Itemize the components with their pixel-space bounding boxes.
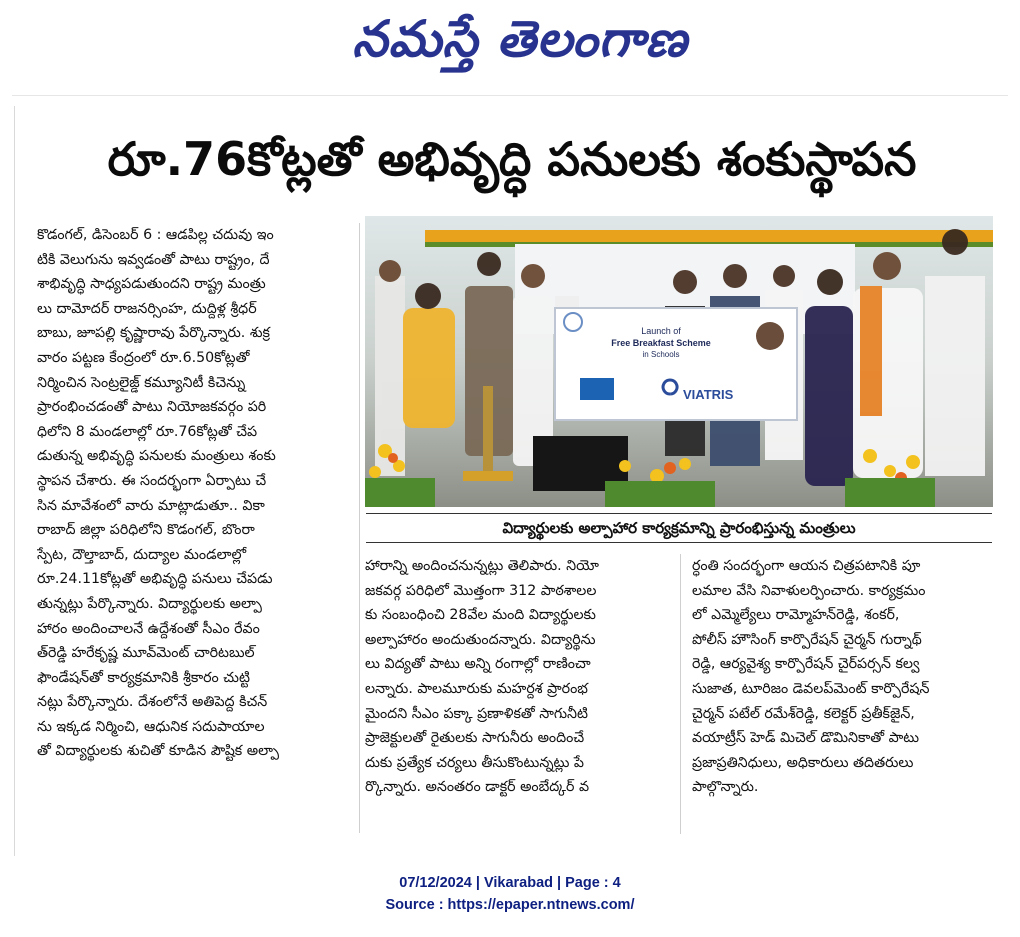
- article-text-line: తున్నట్లు పేర్కొన్నారు. విద్యార్థులకు అల్పా: [37, 595, 262, 612]
- article-column-3: [692, 554, 992, 800]
- article-text-line: దుకు ప్రత్యేక చర్యలు తీసుకొంటున్నట్లు పే: [365, 754, 584, 771]
- article-text-line: కొడంగల్, డిసెంబర్ 6 : ఆడపిల్ల చదువు ఇం: [37, 227, 274, 243]
- article-text-line: అల్పాహారం అందుతుందన్నారు. విద్యార్థిను: [365, 631, 596, 648]
- article-text-line: రూ.24.11కోట్లతో అభివృద్ధి పనులు చేపడు: [37, 571, 273, 588]
- photo-caption: విద్యార్థులకు అల్పాహార కార్యక్రమాన్ని ప్రారంభిస్తున్న మంత్రులు: [366, 513, 992, 543]
- article-text-line: ప్రాజెక్టులతో రైతులకు సాగునీరు అందించే: [365, 730, 585, 747]
- article-text-line: లు దామోదర్ రాజనర్సింహ, దుద్దిళ్ల శ్రీధర్: [37, 300, 257, 317]
- clipping-left-border: [14, 106, 15, 856]
- banner-text-1: Launch of: [641, 326, 681, 336]
- masthead-logo: నమస్తే తెలంగాణ: [352, 9, 688, 68]
- article-headline: రూ.76కోట్లతో అభివృద్ధి పనులకు శంకుస్థాపన: [107, 132, 917, 186]
- article-text-line: ర్ధంతి సందర్భంగా ఆయన చిత్రపటానికి పూ: [692, 558, 921, 574]
- article-text-line: రాబాద్ జిల్లా పరిధిలోని కొడంగల్, బొంరా: [37, 522, 255, 539]
- article-text-line: హారాన్ని అందించనున్నట్లు తెలిపారు. నియో: [365, 558, 599, 574]
- article-text-line: ర్కొన్నారు. అనంతరం డాక్టర్ అంబేద్కర్ వ: [365, 779, 590, 796]
- article-text-line: హారం అందించాలనే ఉద్దేశంతో సీఎం రేవం: [37, 620, 260, 637]
- article-text-line: వయాట్రీస్ హెడ్ మిచెల్ డొమినికాతో పాటు: [692, 730, 920, 747]
- masthead: [0, 0, 1020, 82]
- article-text-line: డుతున్న అభివృద్ధి పనులకు మంత్రులు శంకు: [37, 448, 276, 465]
- article-text-line: ప్రారంభించడంతో పాటు నియోజకవర్గం పరి: [37, 399, 267, 416]
- article-column-2: [365, 554, 666, 800]
- article-text-line: తో విద్యార్థులకు శుచితో కూడిన పౌష్టిక అల్పా: [37, 743, 279, 760]
- article-text-line: లో ఎమ్మెల్యేలు రామ్మోహన్‌రెడ్డి, శంకర్,: [692, 607, 900, 624]
- article-text-line: స్థాపన చేశారు. ఈ సందర్భంగా ఏర్పాటు చే: [37, 472, 267, 489]
- column-divider-2: [680, 554, 681, 834]
- banner-text-2: Free Breakfast Scheme: [611, 338, 711, 348]
- article-text-line: టికి వెలుగును ఇవ్వడంతో పాటు రాష్ట్రం, దే: [37, 251, 270, 268]
- article-text-line: సుజాత, టూరిజం డెవలప్‌మెంట్ కార్పొరేషన్: [692, 680, 930, 697]
- article-text-line: పాల్గొన్నారు.: [692, 779, 759, 796]
- clipping-date-info: 07/12/2024 | Vikarabad | Page : 4: [399, 875, 621, 891]
- article-text-line: నట్లు పేర్కొన్నారు. దేశంలోనే అతిపెద్ద కిచన్: [37, 694, 268, 711]
- column-divider-1: [359, 223, 360, 833]
- article-text-line: ను ఇక్కడ నిర్మించి, ఆధునిక సదుపాయాల: [37, 718, 265, 735]
- article-text-line: కు సంబంధించి 28వేల మంది విద్యార్థులకు: [365, 607, 596, 624]
- article-text-line: మైందని సీఎం పక్కా ప్రణాళికతో సాగునీటి: [365, 705, 588, 722]
- banner-text-3: in Schools: [642, 350, 680, 359]
- article-text-line: సిన మావేశంలో వారు మాట్లాడుతూ.. వికా: [37, 497, 265, 514]
- article-column-1: [37, 223, 353, 764]
- article-text-line: వారం పట్టణ కేంద్రంలో రూ.6.50కోట్లతో: [37, 349, 250, 366]
- clipping-footer: [0, 872, 1020, 916]
- portrait-icon: [756, 322, 784, 350]
- article-text-line: ప్రజాప్రతినిధులు, అధికారులు తదితరులు: [692, 754, 914, 771]
- article-text-line: పోలీస్ హౌసింగ్ కార్పొరేషన్ చైర్మన్ గుర్నాథ్: [692, 631, 922, 648]
- article-text-line: బాబు, జూపల్లి కృష్ణారావు పేర్కొన్నారు. శుక్ర: [37, 325, 270, 342]
- article-text-line: రెడ్డి, ఆర్యవైశ్య కార్పొరేషన్ చైర్‌పర్సన్ కల్వ: [692, 656, 920, 673]
- clipping-source: Source : https://epaper.ntnews.com/: [385, 897, 635, 913]
- article-text-line: ధిలోని 8 మండలాల్లో రూ.76కోట్లతో చేప: [37, 423, 258, 440]
- masthead-rule: [12, 95, 1008, 96]
- article-photo: [365, 216, 993, 507]
- sponsor-name: VIATRIS: [683, 387, 734, 402]
- article-text-line: శాభివృద్ధి సాధ్యపడుతుందని రాష్ట్ర మంత్రు: [37, 276, 266, 293]
- article-text-line: లమాల వేసి నివాళులర్పించారు. కార్యక్రమం: [692, 582, 926, 599]
- article-text-line: లన్నారు. పాలమూరుకు మహర్దశ ప్రారంభ: [365, 680, 588, 697]
- article-text-line: స్పేట, దౌల్తాబాద్, దుద్యాల మండలాల్లో: [37, 546, 247, 563]
- article-text-line: జకవర్గ పరిధిలో మొత్తంగా 312 పాఠశాలల: [365, 582, 597, 599]
- article-text-line: త్‌రెడ్డి హరేకృష్ణ మూవ్‌మెంట్ చారిటబుల్: [37, 645, 255, 662]
- article-text-line: నిర్మించిన సెంట్రలైజ్డ్ కమ్యూనిటీ కిచెన్ను: [37, 374, 246, 391]
- article-text-line: లు విద్యతో పాటు అన్ని రంగాల్లో రాణించా: [365, 656, 591, 673]
- article-text-line: చైర్మన్ పటేల్ రమేశ్‌రెడ్డి, కలెక్టర్ ప్రతీక్‌జైన్,: [692, 705, 915, 722]
- article-text-line: ఫౌండేషన్‌తో కార్యక్రమానికి శ్రీకారం చుట్టి: [37, 669, 250, 686]
- partner-logo-icon: [580, 378, 614, 400]
